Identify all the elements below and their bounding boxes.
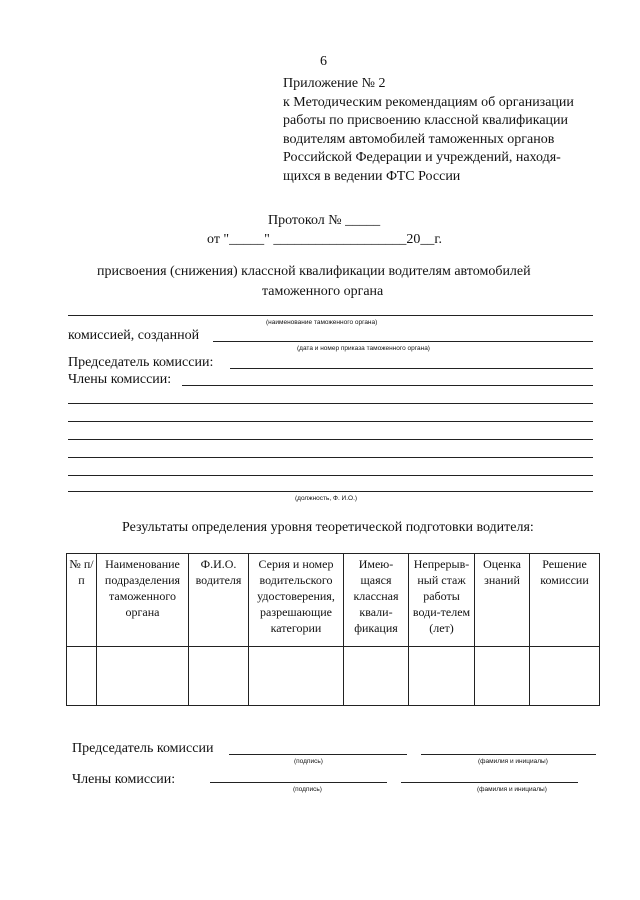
table-cell[interactable] xyxy=(409,647,475,706)
header-number: № п/п xyxy=(67,554,97,647)
table-cell[interactable] xyxy=(189,647,249,706)
org-name-line xyxy=(68,315,593,316)
members-signature-line xyxy=(210,782,387,783)
chairman-signature-caption: (подпись) xyxy=(294,758,323,765)
commission-created-label: комиссией, созданной xyxy=(68,328,200,343)
table-cell[interactable] xyxy=(67,647,97,706)
signature-members-label: Члены комиссии: xyxy=(72,772,176,787)
table-cell[interactable] xyxy=(475,647,530,706)
members-line xyxy=(68,439,593,440)
header-qualification: Имею-щаяся классная квали-фикация xyxy=(344,554,409,647)
chairman-line xyxy=(230,368,593,369)
results-title: Результаты определения уровня теоретической подготовки водителя: xyxy=(122,520,534,535)
appendix-line: к Методическим рекомендациям об организации xyxy=(283,94,574,110)
signature-chairman-label: Председатель комиссии xyxy=(72,741,214,756)
chairman-name-caption: (фамилия и инициалы) xyxy=(478,758,548,765)
chairman-label: Председатель комиссии: xyxy=(68,355,214,370)
page-number: 6 xyxy=(320,54,327,69)
header-decision: Решение комиссии xyxy=(530,554,600,647)
members-name-caption: (фамилия и инициалы) xyxy=(477,786,547,793)
members-signature-caption: (подпись) xyxy=(293,786,322,793)
members-line xyxy=(182,385,593,386)
appendix-line: Российской Федерации и учреждений, находя- xyxy=(283,150,561,165)
commission-order-line xyxy=(213,341,593,342)
members-line xyxy=(68,491,593,492)
appendix-line: щихся в ведении ФТС России xyxy=(283,168,461,184)
position-caption: (должность, Ф. И.О.) xyxy=(295,495,358,502)
members-line xyxy=(68,475,593,476)
header-subdivision: Наименование подразделения таможенного органа xyxy=(97,554,189,647)
order-caption: (дата и номер приказа таможенного органа) xyxy=(297,345,430,352)
table-cell[interactable] xyxy=(344,647,409,706)
header-grade: Оценка знаний xyxy=(475,554,530,647)
chairman-signature-line xyxy=(229,754,407,755)
table-cell[interactable] xyxy=(97,647,189,706)
purpose-line-2: таможенного органа xyxy=(262,284,384,299)
members-line xyxy=(68,457,593,458)
table-cell[interactable] xyxy=(530,647,600,706)
org-name-caption: (наименование таможенного органа) xyxy=(266,319,378,326)
appendix-line: водителям автомобилей таможенных органов xyxy=(283,131,555,147)
protocol-title: Протокол № _____ xyxy=(268,213,381,228)
chairman-name-line xyxy=(421,754,596,755)
table-header-row xyxy=(67,554,600,647)
purpose-line-1: присвоения (снижения) классной квалификации водителям автомобилей xyxy=(97,264,531,279)
header-license: Серия и номер водительского удостоверения, разрешающие категории xyxy=(249,554,344,647)
appendix-line: работы по присвоению классной квалификации xyxy=(283,113,569,128)
members-line xyxy=(68,403,593,404)
header-driver-name: Ф.И.О. водителя xyxy=(189,554,249,647)
members-name-line xyxy=(401,782,578,783)
results-table xyxy=(66,553,600,706)
appendix-block xyxy=(283,75,574,186)
table-row xyxy=(67,647,600,706)
appendix-title: Приложение № 2 xyxy=(283,76,386,91)
header-experience: Непрерыв-ный стаж работы води-телем (лет) xyxy=(409,554,475,647)
protocol-date-line: от "_____" ___________________20__г. xyxy=(207,232,443,247)
members-line xyxy=(68,421,593,422)
members-label: Члены комиссии: xyxy=(68,372,172,387)
table-cell[interactable] xyxy=(249,647,344,706)
